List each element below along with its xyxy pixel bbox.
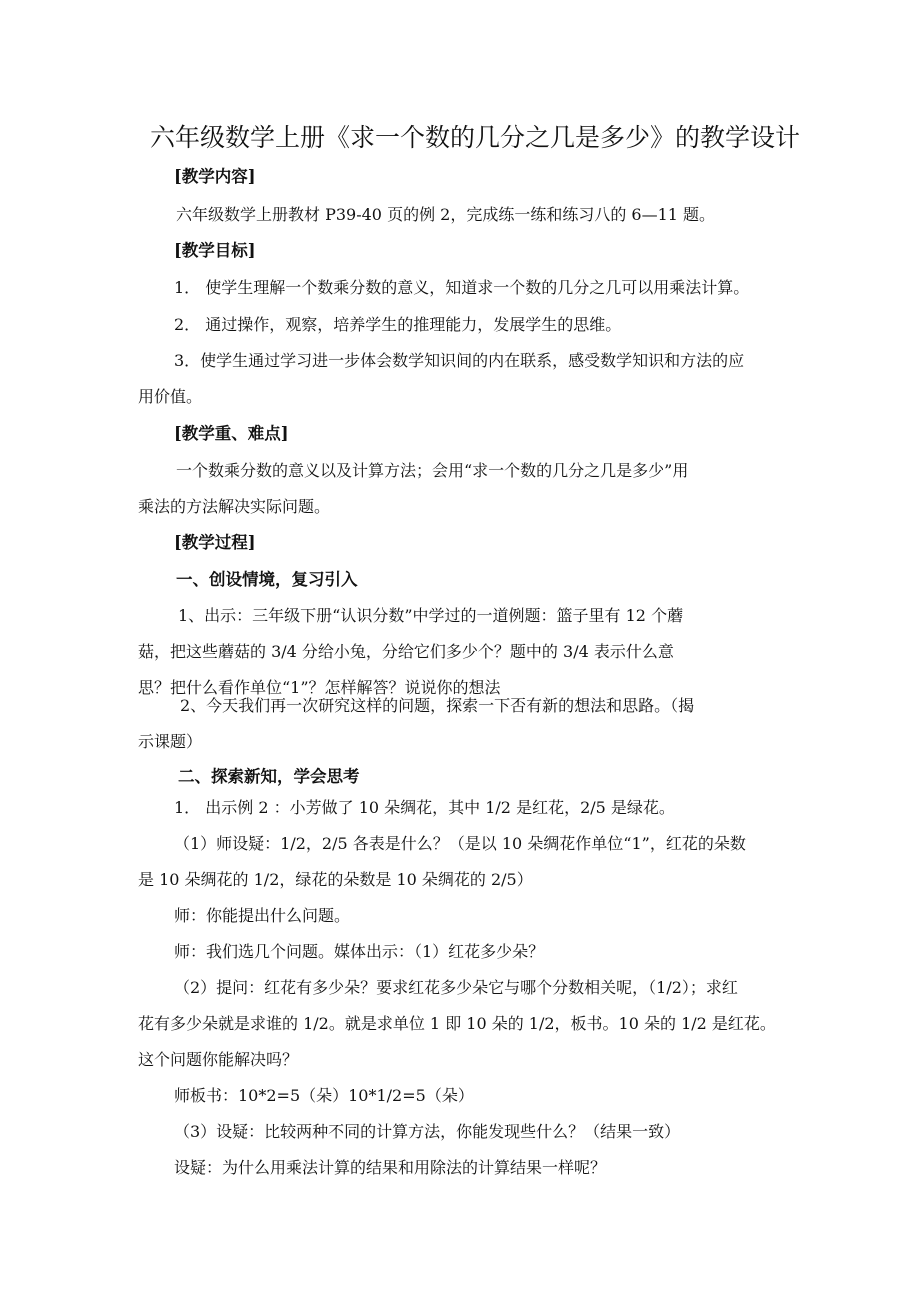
question-2: （2）提问：红花有多少朵？要求红花多少朵它与哪个分数相关呢，（1/2）；求红 <box>174 978 738 997</box>
section-2-title: 二、探索新知，学会思考 <box>178 767 360 786</box>
section-1-title: 一、创设情境，复习引入 <box>176 570 358 589</box>
section-1-item-1: 1、出示：三年级下册“认识分数”中学过的一道例题：篮子里有 12 个蘑 <box>178 606 684 625</box>
section-1-item-1-cont: 菇，把这些蘑菇的 3/4 分给小兔，分给它们多少个？题中的 3/4 表示什么意 <box>138 642 674 661</box>
heading-objectives: [教学目标] <box>174 241 256 260</box>
section-1-item-2-cont: 示课题） <box>138 732 203 751</box>
teacher-line-1: 师：你能提出什么问题。 <box>174 906 351 925</box>
section-1-item-1-cont2: 思？把什么看作单位“1”？怎样解答？说说你的想法 <box>138 678 501 697</box>
section-1-item-2: 2、今天我们再一次研究这样的问题，探索一下否有新的想法和思路。（揭 <box>180 696 695 715</box>
key-points-text-cont: 乘法的方法解决实际问题。 <box>138 497 331 516</box>
objective-1: 1． 使学生理解一个数乘分数的意义，知道求一个数的几分之几可以用乘法计算。 <box>174 278 750 297</box>
question-3-followup: 设疑：为什么用乘法计算的结果和用除法的计算结果一样呢？ <box>174 1158 607 1177</box>
question-3: （3）设疑：比较两种不同的计算方法，你能发现些什么？（结果一致） <box>174 1122 681 1141</box>
heading-process: [教学过程] <box>174 533 256 552</box>
question-2-cont: 花有多少朵就是求谁的 1/2。就是求单位 1 即 10 朵的 1/2，板书。10 朵的 1/2 是红花。 <box>138 1014 776 1033</box>
example-2: 1． 出示例 2 ：小芳做了 10 朵绸花，其中 1/2 是红花，2/5 是绿花。 <box>174 798 675 817</box>
question-2-cont2: 这个问题你能解决吗？ <box>138 1050 299 1069</box>
objective-2: 2． 通过操作，观察，培养学生的推理能力，发展学生的思维。 <box>174 315 622 334</box>
objective-3: 3．使学生通过学习进一步体会数学知识间的内在联系，感受数学知识和方法的应 <box>174 351 745 370</box>
heading-key-points: [教学重、难点] <box>174 424 289 443</box>
heading-content: [教学内容] <box>174 167 256 186</box>
question-1-cont: 是 10 朵绸花的 1/2，绿花的朵数是 10 朵绸花的 2/5） <box>138 870 533 889</box>
board-writing: 师板书：10*2=5（朵）10*1/2=5（朵） <box>174 1086 474 1105</box>
question-1: （1）师设疑：1/2，2/5 各表是什么？（是以 10 朵绸花作单位“1”，红花的朵数 <box>174 834 746 853</box>
document-title: 六年级数学上册《求一个数的几分之几是多少》的教学设计 <box>150 123 801 152</box>
key-points-text: 一个数乘分数的意义以及计算方法；会用“求一个数的几分之几是多少”用 <box>176 461 689 480</box>
teacher-line-2: 师：我们选几个问题。媒体出示：（1）红花多少朵？ <box>174 942 545 961</box>
content-text: 六年级数学上册教材 P39-40 页的例 2，完成练一练和练习八的 6—11 题。 <box>176 205 716 224</box>
objective-3-cont: 用价值。 <box>138 387 203 406</box>
